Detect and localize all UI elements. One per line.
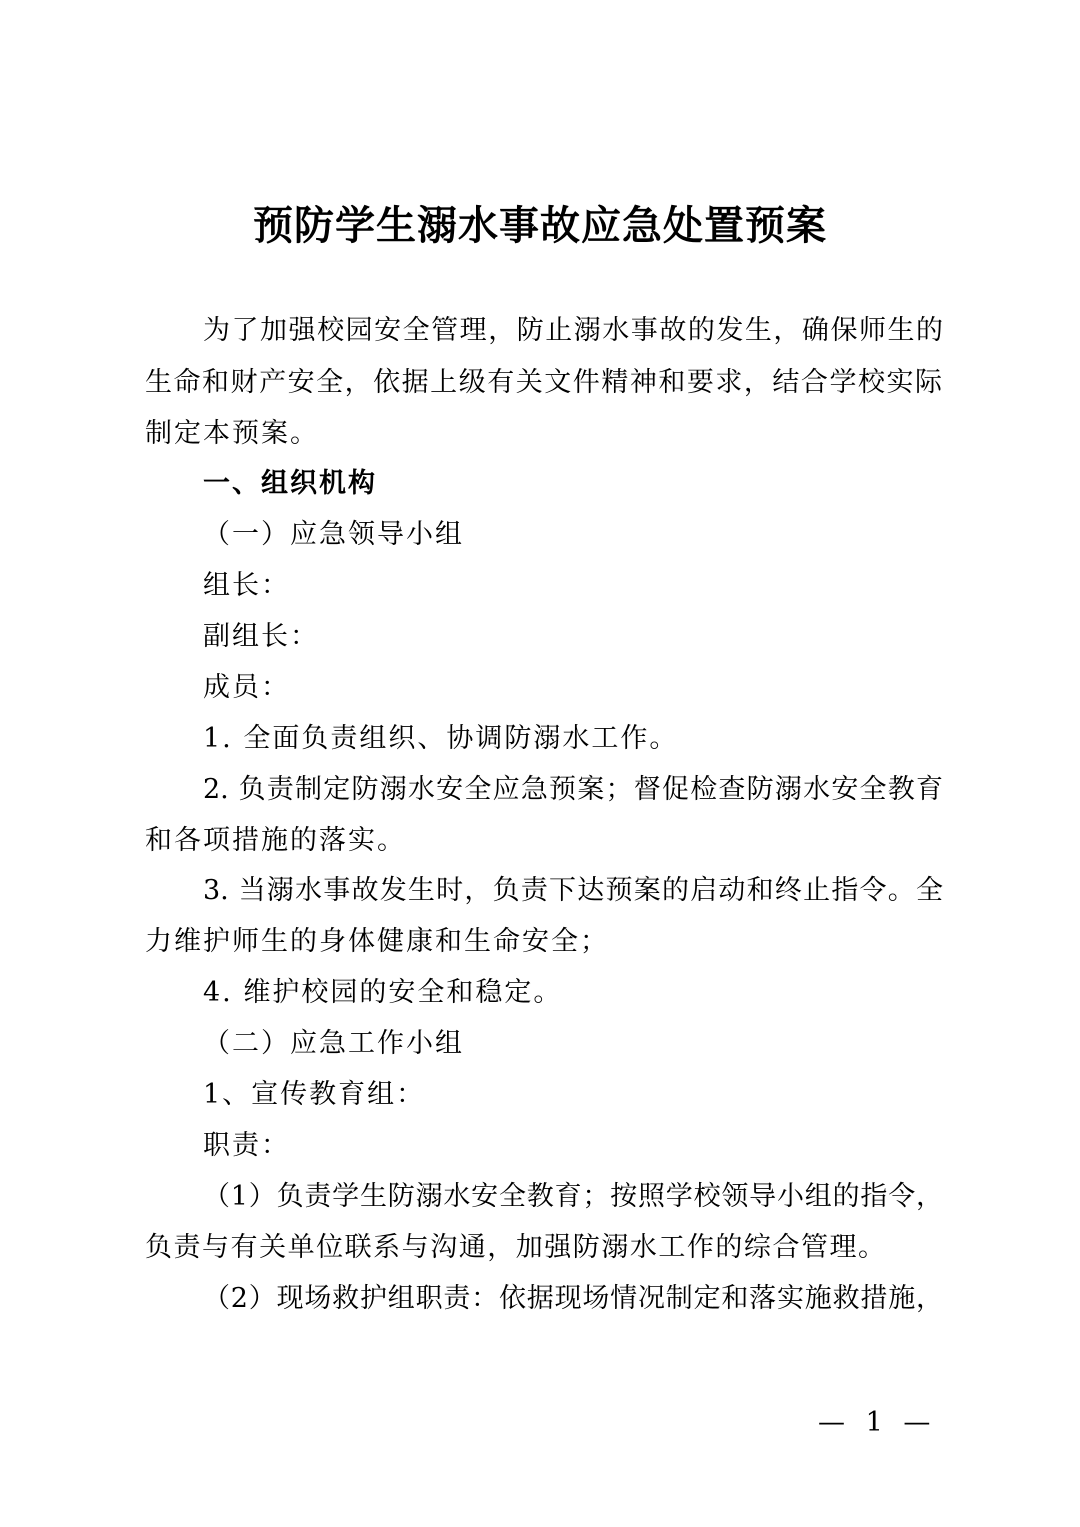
list-item: （1）负责学生防溺水安全教育；按照学校领导小组的指令， [203,1181,943,1212]
list-item: 1. 全面负责组织、协调防溺水工作。 [203,723,679,754]
list-item: 1、宣传教育组： [203,1079,426,1110]
list-item: （2）现场救护组职责：依据现场情况制定和落实施救措施， [203,1283,943,1314]
paragraph-line: 和各项措施的落实。 [145,825,406,856]
paragraph-line: 为了加强校园安全管理，防止溺水事故的发生，确保师生的 [203,315,943,346]
subsection-heading: （一）应急领导小组 [203,519,464,550]
list-item: 3. 当溺水事故发生时，负责下达预案的启动和终止指令。全 [203,875,943,906]
list-item: 2. 负责制定防溺水安全应急预案；督促检查防溺水安全教育 [203,774,943,805]
paragraph-line: 力维护师生的身体健康和生命安全； [145,926,609,957]
page-number: — 1 — [818,1407,937,1438]
list-item: 职责： [203,1130,290,1161]
paragraph-line: 生命和财产安全，依据上级有关文件精神和要求，结合学校实际 [145,367,942,398]
list-item: 组长： [203,570,290,601]
subsection-heading: （二）应急工作小组 [203,1028,464,1059]
document-title: 预防学生溺水事故应急处置预案 [253,202,827,249]
list-item: 副组长： [203,621,319,652]
list-item: 4. 维护校园的安全和稳定。 [203,977,563,1008]
section-heading: 一、组织机构 [203,468,377,499]
paragraph-line: 负责与有关单位联系与沟通，加强防溺水工作的综合管理。 [145,1232,885,1263]
list-item: 成员： [203,672,290,703]
paragraph-line: 制定本预案。 [145,418,319,449]
